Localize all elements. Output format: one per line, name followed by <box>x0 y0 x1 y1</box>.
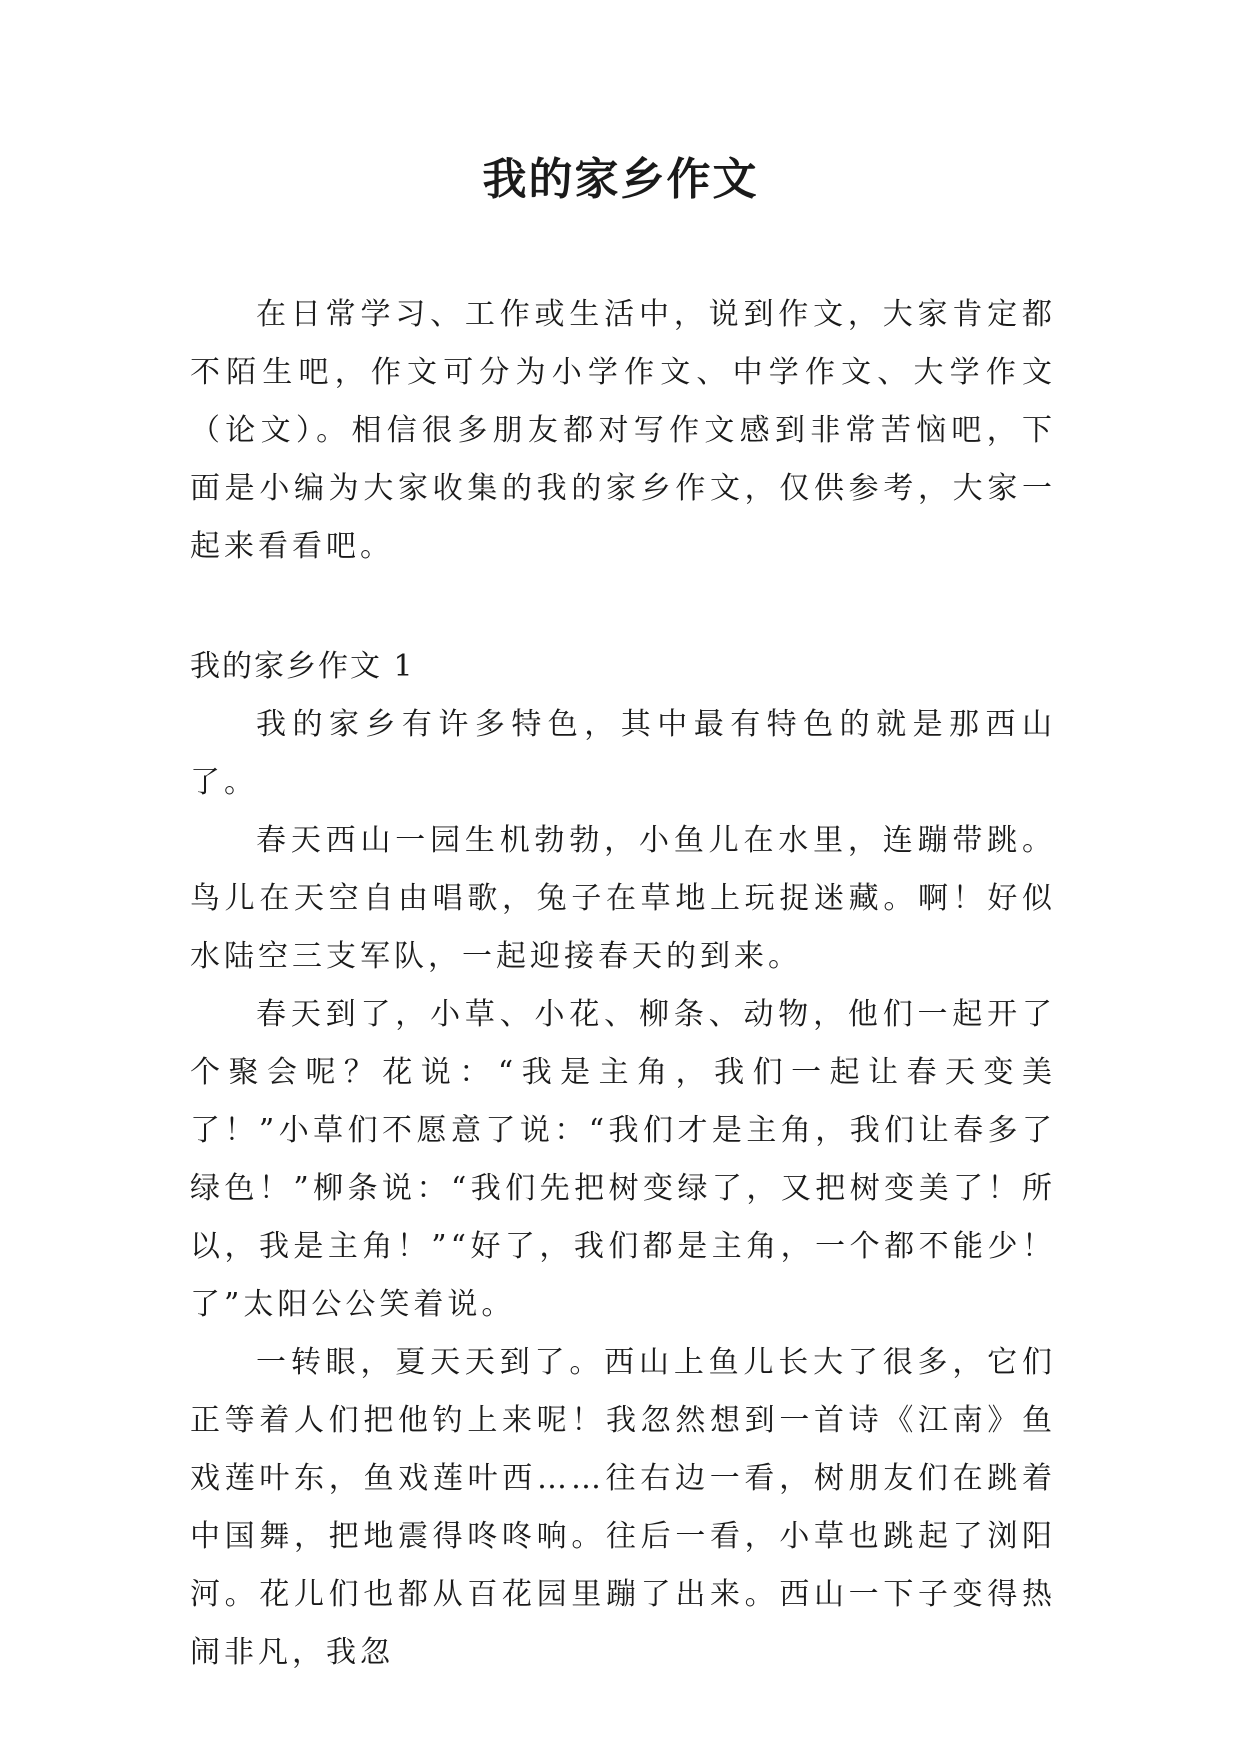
body-paragraph-2: 春天西山一园生机勃勃，小鱼儿在水里，连蹦带跳。鸟儿在天空自由唱歌，兔子在草地上玩捉迷藏。啊！好似水陆空三支军队，一起迎接春天的到来。 <box>190 823 1056 974</box>
body-paragraph-3: 春天到了，小草、小花、柳条、动物，他们一起开了个聚会呢？花说：“我是主角，我们一起让春天变美了！”小草们不愿意了说：“我们才是主角，我们让春多了绿色！”柳条说：“我们先把树变绿了，又把树变美了！所以，我是主角！”“好了，我们都是主角，一个都不能少！了”太阳公公笑着说。 <box>190 997 1056 1322</box>
intro-paragraph: 在日常学习、工作或生活中，说到作文，大家肯定都不陌生吧，作文可分为小学作文、中学作文、大学作文（论文）。相信很多朋友都对写作文感到非常苦恼吧，下面是小编为大家收集的我的家乡作文，仅供参考，大家一起来看看吧。 <box>190 297 1056 564</box>
document-body <box>190 286 1056 1682</box>
section-heading: 我的家乡作文 1 <box>190 649 415 684</box>
body-paragraph-4: 一转眼，夏天天到了。西山上鱼儿长大了很多，它们正等着人们把他钓上来呢！我忽然想到一首诗《江南》鱼戏莲叶东，鱼戏莲叶西……往右边一看，树朋友们在跳着中国舞，把地震得咚咚响。往后一看，小草也跳起了浏阳河。花儿们也都从百花园里蹦了出来。西山一下子变得热闹非凡，我忽 <box>190 1345 1056 1670</box>
document-title: 我的家乡作文 <box>482 154 759 205</box>
body-paragraph-1: 我的家乡有许多特色，其中最有特色的就是那西山了。 <box>190 707 1056 800</box>
